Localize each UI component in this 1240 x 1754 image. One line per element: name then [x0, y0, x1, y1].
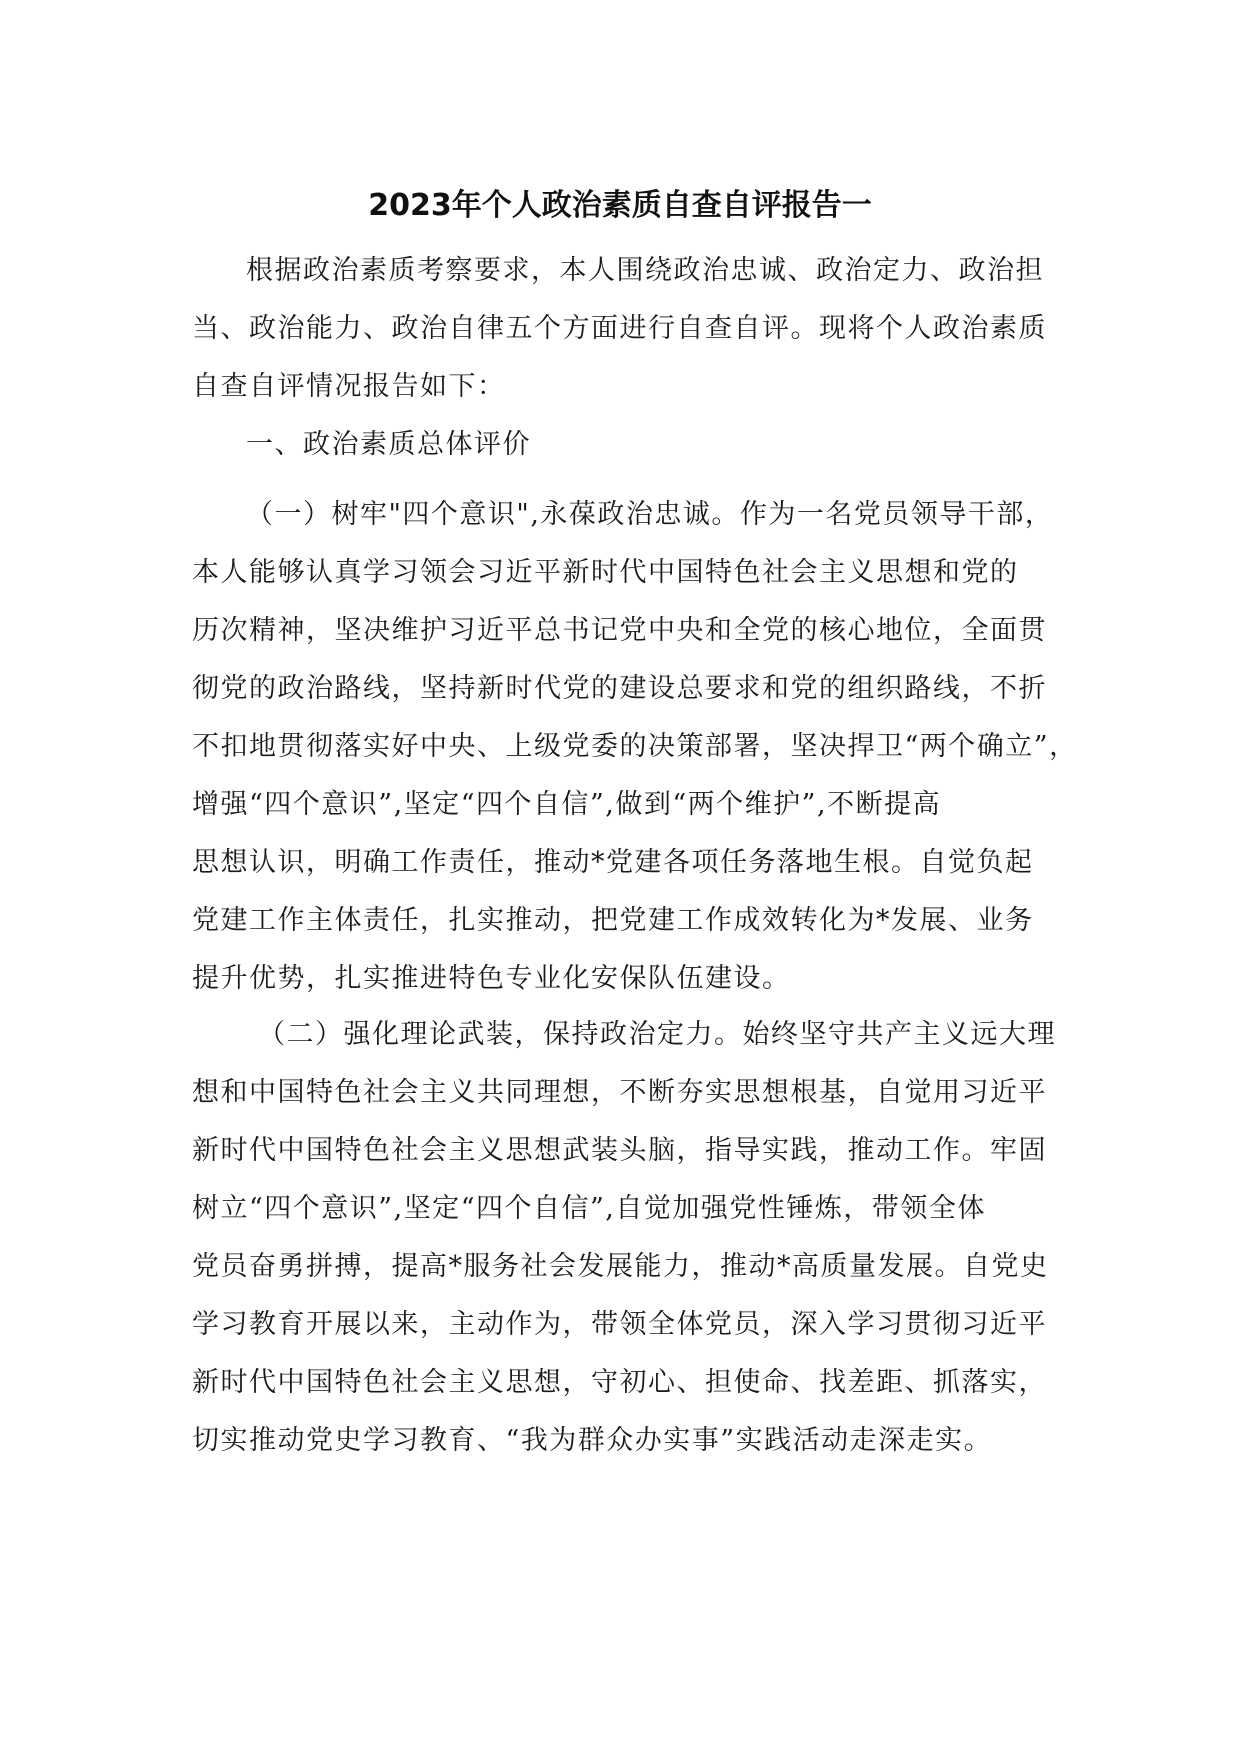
- section-heading: [192, 416, 1052, 474]
- para2-line: （二）强化理论武装，保持政治定力。始终坚守共产主义远大理: [258, 1019, 1056, 1050]
- intro-line: 自查自评情况报告如下：: [192, 371, 506, 402]
- para1-line: 历次精神，坚决维护习近平总书记党中央和全党的核心地位，全面贯: [192, 615, 1047, 646]
- para1-line: 不扣地贯彻落实好中央、上级党委的决策部署，坚决捍卫“两个确立”，: [192, 731, 1078, 762]
- paragraph-2: [192, 1006, 1056, 1470]
- para1-line: 提升优势，扎实推进特色专业化安保队伍建设。: [192, 963, 791, 994]
- para2-line: 新时代中国特色社会主义思想，守初心、担使命、找差距、抓落实，: [192, 1367, 1047, 1398]
- intro-paragraph: [192, 242, 1052, 416]
- para1-line: 党建工作主体责任，扎实推动，把党建工作成效转化为*发展、业务: [192, 905, 1034, 936]
- para2-line: 学习教育开展以来，主动作为，带领全体党员，深入学习贯彻习近平: [192, 1309, 1047, 1340]
- intro-line: 当、政治能力、政治自律五个方面进行自查自评。现将个人政治素质: [192, 313, 1047, 344]
- document-title: 2023年个人政治素质自查自评报告一: [368, 188, 872, 223]
- intro-line: 根据政治素质考察要求，本人围绕政治忠诚、政治定力、政治担: [246, 255, 1044, 286]
- para2-line: 想和中国特色社会主义共同理想，不断夯实思想根基，自觉用习近平: [192, 1077, 1047, 1108]
- paragraph-1: [192, 486, 1078, 1008]
- para1-line: 思想认识，明确工作责任，推动*党建各项任务落地生根。自觉负起: [192, 847, 1034, 878]
- para1-line: （一）树牢"四个意识",永葆政治忠诚。作为一名党员领导干部，: [246, 499, 1054, 530]
- para1-line: 增强“四个意识”,坚定“四个自信”,做到“两个维护”,不断提高: [192, 789, 942, 820]
- para2-line: 党员奋勇拼搏，提高*服务社会发展能力，推动*高质量发展。自党史: [192, 1251, 1049, 1282]
- section1-heading: 一、政治素质总体评价: [246, 429, 531, 460]
- para2-line: 新时代中国特色社会主义思想武装头脑，指导实践，推动工作。牢固: [192, 1135, 1047, 1166]
- para2-line: 切实推动党史学习教育、“我为群众办实事”实践活动走深走实。: [192, 1425, 993, 1456]
- para1-line: 彻党的政治路线，坚持新时代党的建设总要求和党的组织路线，不折: [192, 673, 1047, 704]
- para1-line: 本人能够认真学习领会习近平新时代中国特色社会主义思想和党的: [192, 557, 1019, 588]
- para2-line: 树立“四个意识”,坚定“四个自信”,自觉加强党性锤炼，带领全体: [192, 1193, 986, 1224]
